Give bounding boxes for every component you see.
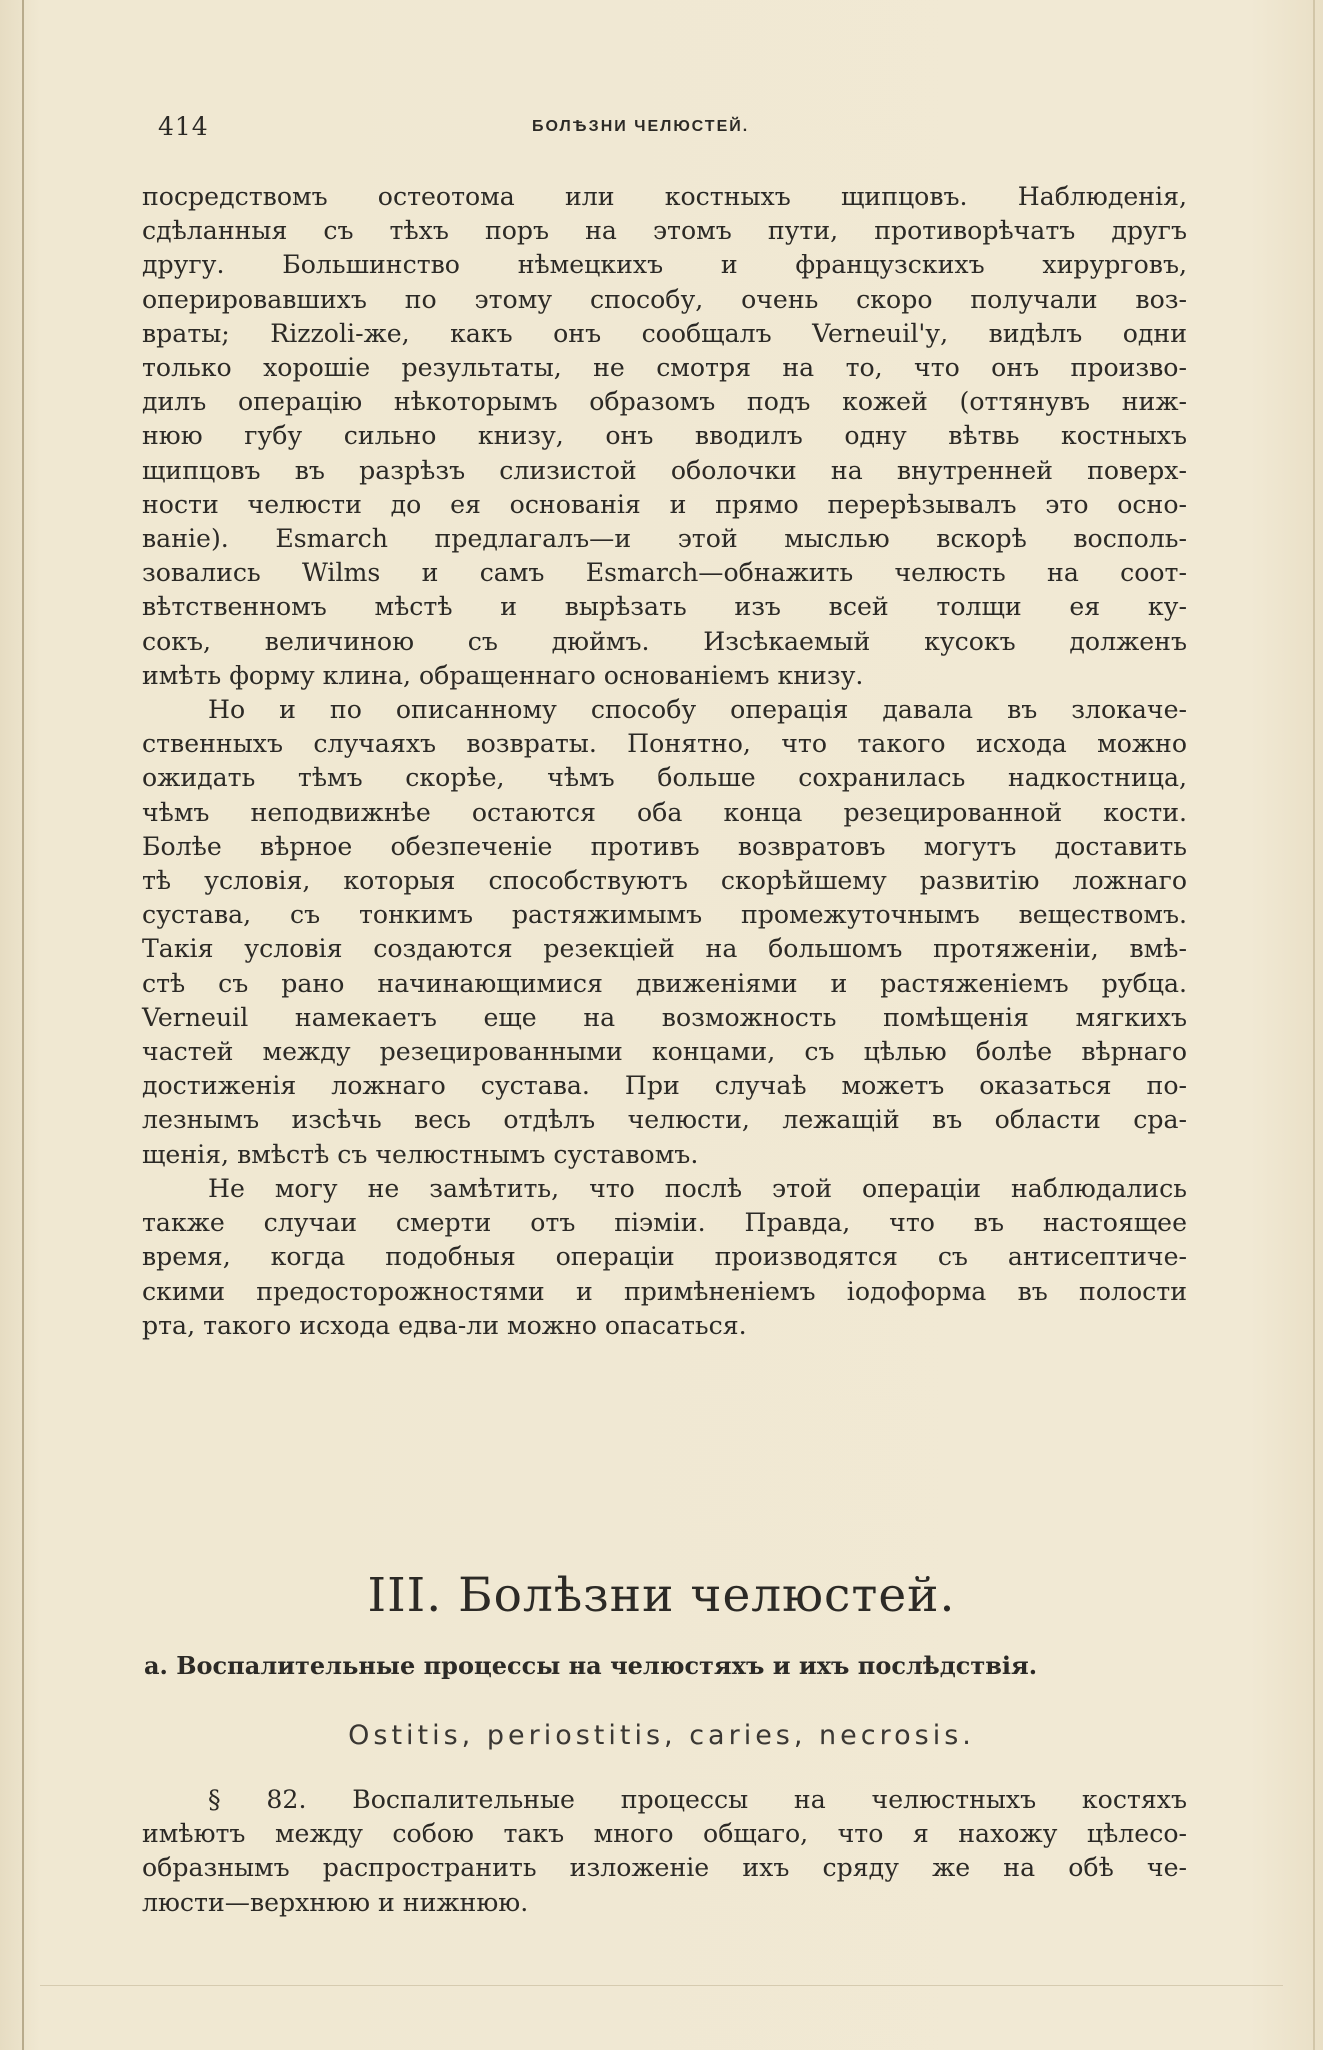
text-line: дилъ операцію нѣкоторымъ образомъ подъ кожей (оттянувъ ниж- — [142, 387, 1187, 417]
text-line: частей между резецированными концами, съ цѣлью болѣе вѣрнаго — [142, 1037, 1187, 1067]
text-line: тѣ условія, которыя способствуютъ скорѣйшему развитію ложнаго — [142, 866, 1187, 896]
text-line: ваніе). Esmarch предлагалъ—и этой мыслью вскорѣ восполь- — [142, 524, 1187, 554]
text-line: щенія, вмѣстѣ съ челюстнымъ суставомъ. — [142, 1139, 699, 1169]
text-line: нюю губу сильно книзу, онъ вводилъ одну вѣтвь костныхъ — [142, 421, 1187, 451]
text-line: стѣ съ рано начинающимися движеніями и растяженіемъ рубца. — [142, 968, 1187, 998]
text-line: только хорошіе результаты, не смотря на то, что онъ произво- — [142, 353, 1187, 383]
text-line: Но и по описанному способу операція давала въ злокаче- — [208, 695, 1187, 725]
text-line: сдѣланныя съ тѣхъ поръ на этомъ пути, противорѣчатъ другъ — [142, 216, 1187, 246]
text-line: зовались Wilms и самъ Esmarch—обнажить челюсть на соот- — [142, 558, 1187, 588]
text-line: образнымъ распространить изложеніе ихъ сряду же на обѣ че- — [142, 1853, 1187, 1883]
text-line: щипцовъ въ разрѣзъ слизистой оболочки на внутренней поверх- — [142, 455, 1187, 485]
text-line: ожидать тѣмъ скорѣе, чѣмъ больше сохранилась надкостница, — [142, 763, 1187, 793]
text-line: имѣютъ между собою такъ много общаго, что я нахожу цѣлесо- — [142, 1819, 1187, 1849]
text-line: чѣмъ неподвижнѣе остаются оба конца резецированной кости. — [142, 797, 1187, 827]
latin-heading: Ostitis, periostitis, caries, necrosis. — [348, 1720, 975, 1751]
text-line: сокъ, величиною съ дюймъ. Изсѣкаемый кусокъ долженъ — [142, 626, 1187, 656]
text-line: лезнымъ изсѣчь весь отдѣлъ челюсти, лежащій въ области сра- — [142, 1105, 1187, 1135]
text-line: также случаи смерти отъ піэміи. Правда, что въ настоящее — [142, 1208, 1187, 1238]
text-line: достиженія ложнаго сустава. При случаѣ можетъ оказаться по- — [142, 1071, 1187, 1101]
text-line: оперировавшихъ по этому способу, очень скоро получали воз- — [142, 284, 1187, 314]
text-line: время, когда подобныя операціи производятся съ антисептиче- — [142, 1242, 1187, 1272]
page-header — [158, 112, 1178, 146]
text-line: § 82. Воспалительные процессы на челюстныхъ костяхъ — [208, 1785, 1187, 1814]
text-line: сустава, съ тонкимъ растяжимымъ промежуточнымъ веществомъ. — [142, 900, 1187, 930]
text-line: ственныхъ случаяхъ возвраты. Понятно, что такого исхода можно — [142, 729, 1187, 759]
bottom-rule — [40, 1985, 1283, 1986]
text-line: враты; Rizzoli-же, какъ онъ сообщалъ Verneuil'у, видѣлъ одни — [142, 318, 1187, 348]
text-line: другу. Большинство нѣмецкихъ и французскихъ хирурговъ, — [142, 250, 1187, 280]
text-line: Болѣе вѣрное обезпеченіе противъ возвратовъ могутъ доставить — [142, 831, 1187, 861]
text-line: ности челюсти до ея основанія и прямо перерѣзывалъ это осно- — [142, 489, 1187, 519]
text-line: люсти—верхнюю и нижнюю. — [142, 1887, 529, 1917]
text-line: вѣтственномъ мѣстѣ и вырѣзать изъ всей толщи ея ку- — [142, 592, 1187, 622]
subsection-title: а. Воспалительные процессы на челюстяхъ и ихъ послѣдствія. — [144, 1651, 1038, 1680]
text-line: Не могу не замѣтить, что послѣ этой операціи наблюдались — [208, 1173, 1187, 1203]
paragraph-continuation — [142, 180, 1187, 1343]
text-line: скими предосторожностями и примѣненіемъ іодоформа въ полости — [142, 1276, 1187, 1306]
text-line: Такія условія создаются резекціей на большомъ протяженіи, вмѣ- — [142, 934, 1187, 964]
text-line: рта, такого исхода едва-ли можно опасаться. — [142, 1310, 747, 1340]
text-line: посредствомъ остеотома или костныхъ щипцовъ. Наблюденія, — [142, 182, 1187, 211]
paragraph-section-82 — [142, 1783, 1187, 1920]
running-head: БОЛѢЗНИ ЧЕЛЮСТЕЙ. — [532, 118, 750, 135]
text-line: имѣть форму клина, обращеннаго основаніемъ книзу. — [142, 660, 864, 690]
section-title: III. Болѣзни челюстей. — [367, 1568, 956, 1623]
page-number: 414 — [158, 112, 209, 141]
text-line: Verneuil намекаетъ еще на возможность помѣщенія мягкихъ — [142, 1002, 1187, 1032]
